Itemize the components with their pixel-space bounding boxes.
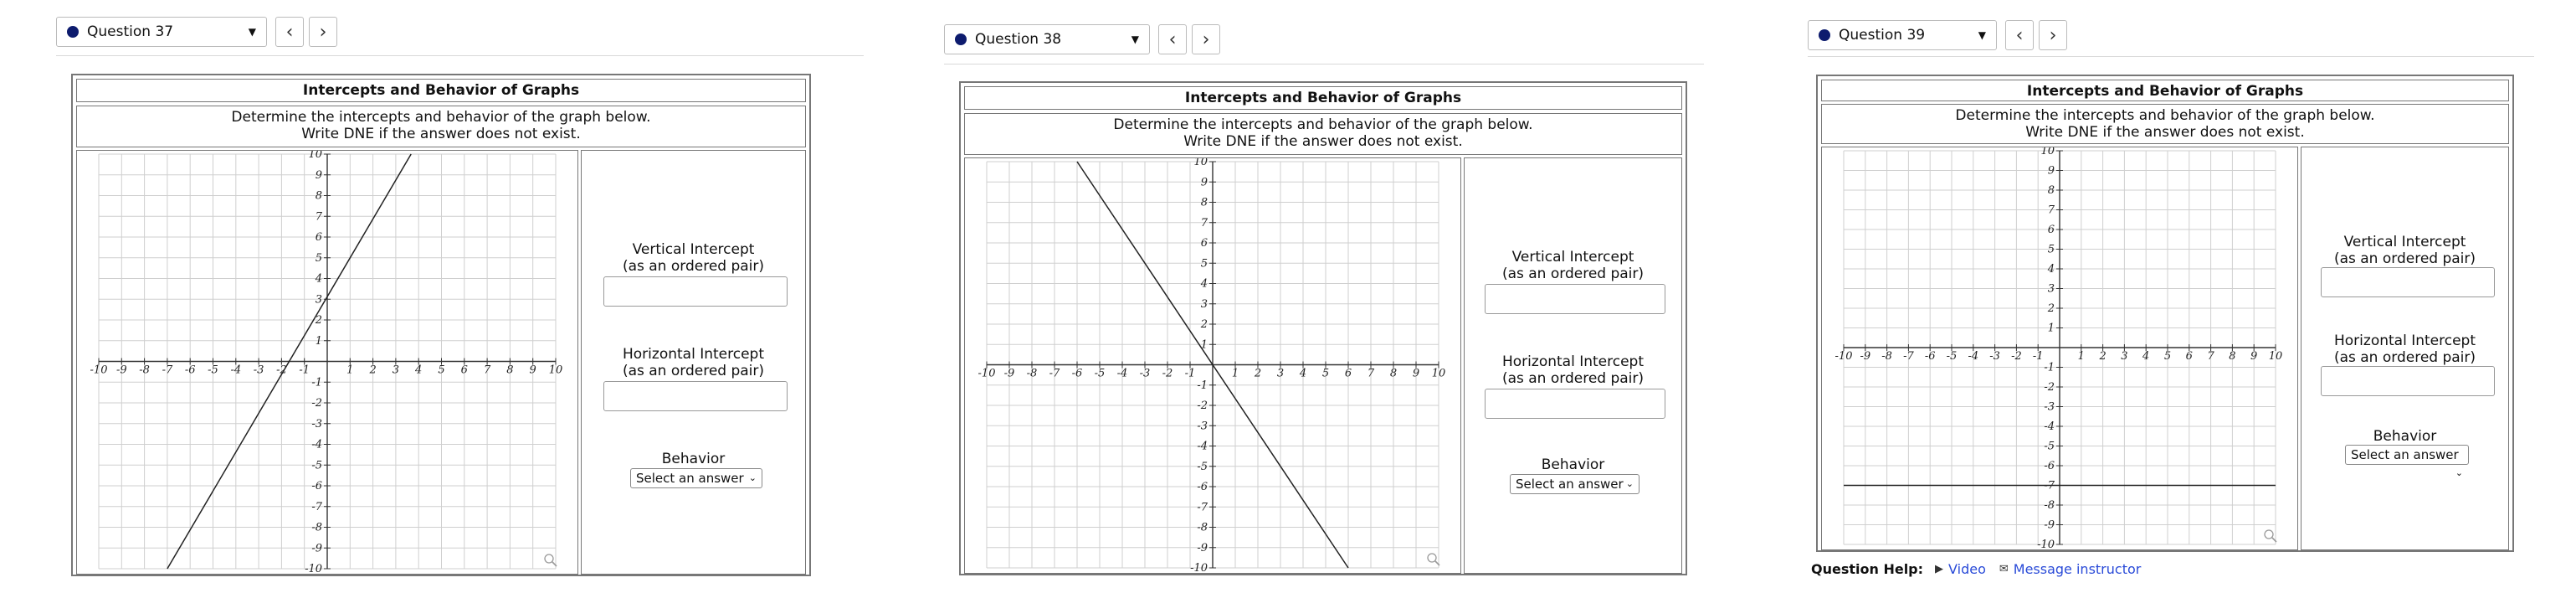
x-tick-label: -6 <box>1071 367 1083 380</box>
chevron-right-icon: › <box>319 21 327 43</box>
y-tick-label: 1 <box>2047 322 2055 335</box>
zoom-icon <box>2265 530 2273 539</box>
y-tick-label: -9 <box>311 542 322 555</box>
y-tick-label: 9 <box>2047 164 2055 178</box>
x-tick-label: -9 <box>1860 350 1871 363</box>
next-question-button[interactable] <box>1192 24 1220 54</box>
x-tick-label: -3 <box>253 364 264 377</box>
horizontal-intercept-input[interactable] <box>1485 389 1665 419</box>
x-tick-label: -10 <box>90 364 108 377</box>
x-tick-label: -4 <box>230 364 242 377</box>
vertical-intercept-label <box>1465 249 1681 282</box>
x-tick-label: 7 <box>483 364 491 377</box>
x-tick-label: -1 <box>2032 350 2044 363</box>
vertical-intercept-input[interactable] <box>603 276 788 307</box>
question-help-label: Question Help: <box>1811 561 1924 577</box>
x-tick-label: 2 <box>1254 367 1262 380</box>
graph-cell <box>76 150 578 575</box>
label-line: Horizontal Intercept <box>1502 353 1644 370</box>
x-tick-label: -1 <box>1184 367 1196 380</box>
y-tick-label: 5 <box>315 251 322 265</box>
y-tick-label: 4 <box>315 272 322 286</box>
y-tick-label: 2 <box>2047 302 2055 315</box>
y-tick-label: 3 <box>315 293 322 307</box>
x-tick-label: 7 <box>1367 367 1375 380</box>
x-tick-label: -9 <box>115 364 127 377</box>
horizontal-intercept-label <box>582 346 805 379</box>
label-line: (as an ordered pair) <box>2333 250 2476 267</box>
chevron-down-icon: ⌄ <box>2455 467 2463 478</box>
x-tick-label: 3 <box>1276 367 1285 380</box>
question-box <box>1816 75 2514 552</box>
y-tick-label: 6 <box>2047 224 2055 236</box>
x-tick-label: 4 <box>1299 367 1307 380</box>
y-tick-label: -6 <box>311 480 322 492</box>
y-tick-label: 1 <box>1200 338 1208 352</box>
question-header <box>1808 20 2067 50</box>
behavior-label: Behavior <box>2373 428 2437 445</box>
x-tick-label: 5 <box>438 364 445 377</box>
y-tick-label: -7 <box>311 500 322 513</box>
x-tick-label: -6 <box>1924 350 1936 363</box>
chevron-right-icon: › <box>2049 24 2057 46</box>
y-tick-label: -5 <box>1197 460 1208 473</box>
label-line: Vertical Intercept <box>632 241 755 258</box>
x-tick-label: -5 <box>1946 350 1958 363</box>
y-tick-label: -6 <box>2044 460 2055 472</box>
y-tick-label: -4 <box>2044 420 2055 433</box>
x-tick-label: 10 <box>1431 367 1446 380</box>
horizontal-intercept-label <box>2301 333 2508 366</box>
question-header <box>56 17 337 47</box>
x-tick-label: 1 <box>346 364 354 377</box>
x-tick-label: 3 <box>392 364 400 377</box>
question-title: Intercepts and Behavior of Graphs <box>1821 80 2509 101</box>
y-tick-label: -9 <box>2044 518 2055 532</box>
y-tick-label: -4 <box>1197 440 1208 453</box>
chevron-left-icon: ‹ <box>285 21 294 43</box>
x-tick-label: -6 <box>184 364 196 377</box>
y-tick-label: -10 <box>2037 539 2055 549</box>
x-tick-label: -7 <box>1049 367 1060 380</box>
y-tick-label: 10 <box>1193 158 1208 168</box>
y-tick-label: 4 <box>1200 277 1208 291</box>
label-line: (as an ordered pair) <box>622 258 765 275</box>
question-panel-38 <box>944 24 1704 585</box>
x-tick-label: -2 <box>276 364 287 377</box>
status-dot-icon <box>955 34 967 45</box>
question-select-label: Question 37 <box>87 23 174 40</box>
answer-cell <box>2301 147 2509 550</box>
x-tick-label: -4 <box>1116 367 1128 380</box>
question-select[interactable] <box>56 17 267 47</box>
y-tick-label: -2 <box>1197 400 1208 412</box>
x-tick-label: 10 <box>2268 350 2283 363</box>
y-tick-label: 3 <box>2047 282 2055 296</box>
video-link-label: Video <box>1948 561 1986 577</box>
header-divider <box>1808 56 2534 57</box>
y-tick-label: 6 <box>1200 237 1208 250</box>
x-tick-label: 9 <box>529 364 536 377</box>
y-tick-label: 7 <box>315 210 322 224</box>
y-tick-label: 7 <box>1200 216 1208 229</box>
x-tick-label: -5 <box>1094 367 1106 380</box>
behavior-select[interactable] <box>630 468 762 488</box>
instruction-line-1: Determine the intercepts and behavior of the graph below. <box>1955 107 2375 124</box>
question-box <box>71 74 811 576</box>
y-tick-label: 5 <box>1200 257 1208 271</box>
x-tick-label: -10 <box>1835 350 1853 363</box>
prev-question-button[interactable] <box>2005 20 2034 50</box>
x-tick-label: -3 <box>1989 350 2000 363</box>
y-tick-label: -8 <box>311 521 322 534</box>
y-tick-label: 3 <box>1200 297 1208 311</box>
answer-cell <box>581 150 806 575</box>
horizontal-intercept-input[interactable] <box>2321 366 2495 396</box>
x-tick-label: 6 <box>1344 367 1352 380</box>
x-tick-label: 8 <box>506 364 514 377</box>
prev-question-button[interactable] <box>1158 24 1187 54</box>
y-tick-label: 4 <box>2047 263 2055 276</box>
x-tick-label: 1 <box>2077 350 2085 363</box>
chevron-down-icon: ⌄ <box>1625 478 1634 489</box>
next-question-button[interactable] <box>2039 20 2067 50</box>
zoom-icon <box>545 554 553 563</box>
zoom-icon <box>1428 554 1436 562</box>
y-tick-label: 9 <box>1200 176 1208 189</box>
y-tick-label: -10 <box>1190 562 1208 573</box>
x-tick-label: -8 <box>1026 367 1038 380</box>
x-tick-label: 3 <box>2121 350 2128 363</box>
behavior-select-value: Select an answer <box>2351 447 2459 462</box>
label-line: Horizontal Intercept <box>623 346 764 363</box>
y-tick-label: -1 <box>311 376 322 389</box>
behavior-select-value: Select an answer <box>636 471 744 486</box>
x-tick-label: 1 <box>1231 367 1239 380</box>
x-tick-label: -2 <box>1162 367 1173 380</box>
behavior-label: Behavior <box>661 451 726 467</box>
question-panel-37 <box>56 17 864 586</box>
y-tick-label: -6 <box>1197 481 1208 493</box>
y-tick-label: -1 <box>2044 361 2055 374</box>
message-link-label: Message instructor <box>2013 561 2142 577</box>
label-line: (as an ordered pair) <box>2333 349 2476 366</box>
y-tick-label: 2 <box>1200 318 1208 331</box>
chevron-right-icon: › <box>1202 28 1210 50</box>
y-tick-label: 1 <box>315 334 322 348</box>
y-tick-label: 5 <box>2047 243 2055 256</box>
x-tick-label: 8 <box>2229 350 2236 363</box>
mail-icon: ✉ <box>1999 563 2009 575</box>
label-line: (as an ordered pair) <box>1501 370 1645 387</box>
x-tick-label: 9 <box>1412 367 1420 380</box>
y-tick-label: -7 <box>1197 501 1208 514</box>
question-instructions <box>76 106 806 147</box>
question-select-label: Question 39 <box>1839 27 1926 44</box>
next-question-button[interactable] <box>309 17 337 47</box>
chevron-down-icon: ▼ <box>1131 34 1139 45</box>
chevron-down-icon: ▼ <box>1978 29 1986 41</box>
label-line: (as an ordered pair) <box>1501 266 1645 282</box>
question-title: Intercepts and Behavior of Graphs <box>964 86 1682 110</box>
behavior-select-value: Select an answer <box>1516 477 1624 492</box>
instruction-line-2: Write DNE if the answer does not exist. <box>301 126 581 142</box>
video-icon: ▶ <box>1935 563 1944 575</box>
y-tick-label: -3 <box>1197 420 1208 433</box>
y-tick-label: -1 <box>1197 379 1208 392</box>
x-tick-label: 7 <box>2207 350 2214 363</box>
coordinate-graph <box>77 151 577 574</box>
instruction-line-2: Write DNE if the answer does not exist. <box>2025 124 2305 141</box>
behavior-select[interactable] <box>1510 474 1640 494</box>
question-box <box>959 81 1687 575</box>
y-tick-label: 6 <box>315 231 322 244</box>
y-tick-label: -3 <box>311 417 322 431</box>
y-tick-label: 8 <box>2047 184 2055 197</box>
horizontal-intercept-label <box>1465 353 1681 387</box>
x-tick-label: 2 <box>369 364 377 377</box>
y-tick-label: 9 <box>315 168 322 182</box>
chevron-down-icon: ▼ <box>248 26 256 38</box>
y-tick-label: -7 <box>2044 479 2055 492</box>
y-tick-label: 10 <box>308 151 322 161</box>
question-instructions <box>964 113 1682 155</box>
x-tick-label: 10 <box>548 364 563 377</box>
vertical-intercept-input[interactable] <box>1485 284 1665 314</box>
x-tick-label: 4 <box>415 364 423 377</box>
answer-cell <box>1464 157 1682 574</box>
label-line: Vertical Intercept <box>1511 249 1634 266</box>
y-tick-label: 8 <box>315 189 322 203</box>
x-tick-label: -8 <box>1881 350 1892 363</box>
question-panel-39 <box>1808 20 2534 586</box>
y-tick-label: 2 <box>315 314 322 327</box>
x-tick-label: -9 <box>1003 367 1015 380</box>
x-tick-label: 5 <box>1321 367 1330 380</box>
y-tick-label: -10 <box>305 563 322 574</box>
behavior-select[interactable] <box>2345 445 2469 478</box>
graph-cell <box>964 157 1461 574</box>
label-line: Horizontal Intercept <box>2334 333 2476 349</box>
question-title: Intercepts and Behavior of Graphs <box>76 79 806 102</box>
prev-question-button[interactable] <box>275 17 304 47</box>
message-instructor-link[interactable] <box>1999 561 2141 577</box>
vertical-intercept-label <box>582 241 805 275</box>
behavior-label: Behavior <box>1541 456 1605 473</box>
header-divider <box>56 55 864 56</box>
question-select-label: Question 38 <box>975 31 1062 48</box>
x-tick-label: -5 <box>208 364 218 377</box>
y-tick-label: -9 <box>1197 541 1208 554</box>
x-tick-label: -1 <box>299 364 310 377</box>
vertical-intercept-label <box>2301 234 2508 267</box>
x-tick-label: -7 <box>162 364 173 377</box>
y-tick-label: 7 <box>2047 204 2055 217</box>
x-tick-label: 6 <box>460 364 468 377</box>
x-tick-label: 5 <box>2163 350 2172 363</box>
question-select[interactable] <box>944 24 1150 54</box>
coordinate-graph <box>965 158 1460 573</box>
y-tick-label: -5 <box>311 459 322 472</box>
x-tick-label: 2 <box>2099 350 2106 363</box>
video-link[interactable] <box>1935 561 1986 577</box>
x-tick-label: 8 <box>1389 367 1398 380</box>
x-tick-label: -7 <box>1903 350 1914 363</box>
x-tick-label: 9 <box>2250 350 2258 363</box>
vertical-intercept-input[interactable] <box>2321 267 2495 297</box>
y-tick-label: -2 <box>311 397 322 410</box>
y-tick-label: -5 <box>2044 440 2055 453</box>
question-instructions <box>1821 104 2509 144</box>
label-line: (as an ordered pair) <box>622 363 765 379</box>
x-tick-label: 6 <box>2185 350 2193 363</box>
graph-cell <box>1821 147 2298 550</box>
x-tick-label: 4 <box>2142 350 2150 363</box>
y-tick-label: -3 <box>2044 400 2055 414</box>
question-select[interactable] <box>1808 20 1997 50</box>
chevron-down-icon: ⌄ <box>748 472 757 483</box>
y-tick-label: -2 <box>2044 381 2055 394</box>
x-tick-label: -8 <box>139 364 150 377</box>
x-tick-label: -3 <box>1139 367 1151 380</box>
status-dot-icon <box>67 26 79 38</box>
y-tick-label: -8 <box>2044 499 2055 512</box>
chevron-left-icon: ‹ <box>2015 24 2024 46</box>
x-tick-label: -10 <box>978 367 996 380</box>
question-header <box>944 24 1220 54</box>
y-tick-label: 10 <box>2040 147 2055 157</box>
x-tick-label: -4 <box>1968 350 1979 363</box>
instruction-line-2: Write DNE if the answer does not exist. <box>1183 133 1463 150</box>
question-help <box>1811 561 2154 577</box>
status-dot-icon <box>1819 29 1830 41</box>
coordinate-graph <box>1822 147 2297 549</box>
x-tick-label: -2 <box>2011 350 2022 363</box>
y-tick-label: -4 <box>311 438 322 451</box>
horizontal-intercept-input[interactable] <box>603 381 788 411</box>
instruction-line-1: Determine the intercepts and behavior of the graph below. <box>1113 116 1533 133</box>
y-tick-label: -8 <box>1197 521 1208 534</box>
y-tick-label: 8 <box>1200 196 1208 209</box>
instruction-line-1: Determine the intercepts and behavior of the graph below. <box>231 109 651 126</box>
chevron-left-icon: ‹ <box>1168 28 1177 50</box>
label-line: Vertical Intercept <box>2343 234 2466 250</box>
